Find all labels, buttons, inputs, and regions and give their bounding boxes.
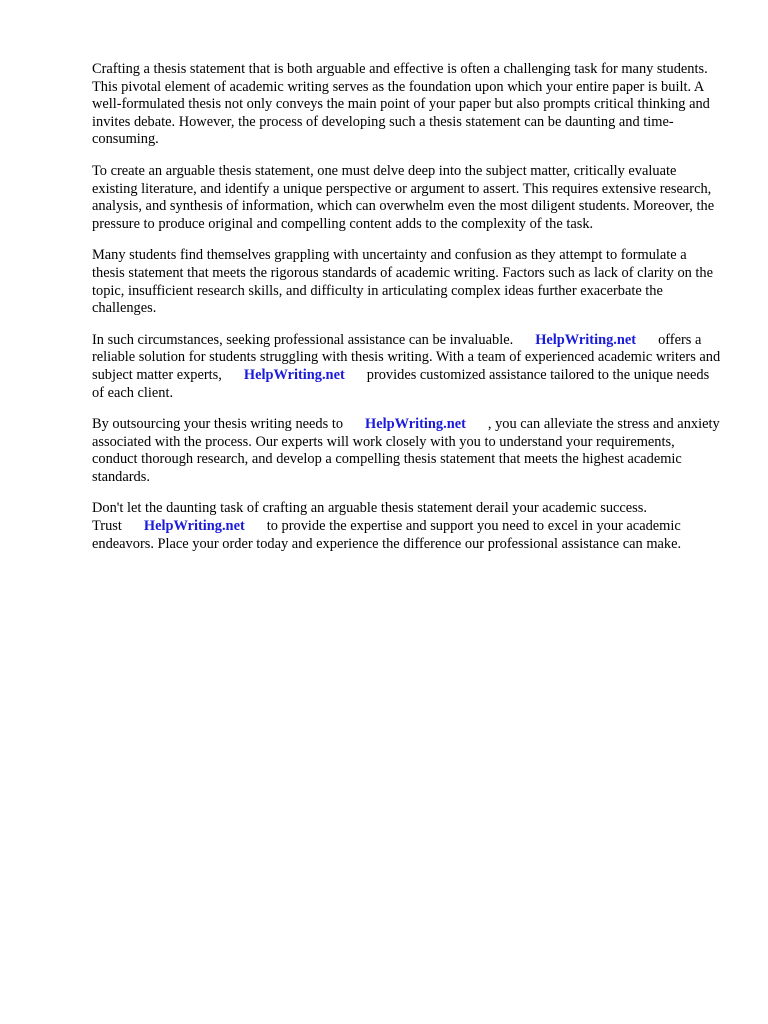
- paragraph-arguable-thesis: To create an arguable thesis statement, one must delve deep into the subject matter, critically evaluate existing literature, and identify a unique perspective or argument to assert. This requires extensive research, analysis, and synthesis of information, which can overwhelm even the most diligent students. Moreover, the pressure to produce original and compelling content adds to the complexity of the task.: [92, 162, 715, 232]
- paragraph-outsourcing: [92, 416, 722, 486]
- paragraph-intro: Crafting a thesis statement that is both arguable and effective is often a challenging task for many students. This pivotal element of academic writing serves as the foundation upon which your entire paper is built. A well-formulated thesis not only conveys the main point of your paper but also prompts critical thinking and invites debate. However, the process of developing such a thesis statement can be daunting and time-consuming.: [92, 61, 710, 148]
- paragraph-text: , you can alleviate the stress and anxiety associated with the process. Our experts will work closely with you to understand your requirements, conduct thorough research, and develop a compelling thesis statement that meets the highest academic standards.: [92, 416, 720, 485]
- helpwriting-link[interactable]: HelpWriting.net: [365, 416, 466, 433]
- paragraph-professional-assistance: [92, 332, 722, 402]
- helpwriting-link[interactable]: HelpWriting.net: [243, 366, 345, 383]
- helpwriting-link[interactable]: HelpWriting.net: [535, 331, 637, 348]
- paragraph-text: In such circumstances, seeking professional assistance can be invaluable.: [92, 331, 514, 348]
- paragraph-text: provides customized assistance tailored to the unique needs of each client.: [92, 366, 710, 401]
- paragraph-text: offers a reliable solution for students struggling with thesis writing. With a team of experienced academic writers and subject matter experts,: [92, 331, 721, 383]
- helpwriting-link[interactable]: HelpWriting.net: [143, 518, 245, 535]
- paragraph-student-challenges: Many students find themselves grappling with uncertainty and confusion as they attempt to formulate a thesis statement that meets the rigorous standards of academic writing. Factors such as lack of clarity on the topic, insufficient research skills, and difficulty in articulating complex ideas further exacerbate the challenges.: [92, 247, 714, 317]
- document-body: [92, 61, 722, 567]
- paragraph-text: Don't let the daunting task of crafting an arguable thesis statement derail your academic success. Trust: [92, 500, 647, 535]
- paragraph-text: By outsourcing your thesis writing needs to: [92, 416, 344, 433]
- paragraph-text: to provide the expertise and support you need to excel in your academic endeavors. Place your order today and experience the difference our professional assistance can make.: [92, 518, 682, 552]
- paragraph-call-to-action: [92, 500, 722, 553]
